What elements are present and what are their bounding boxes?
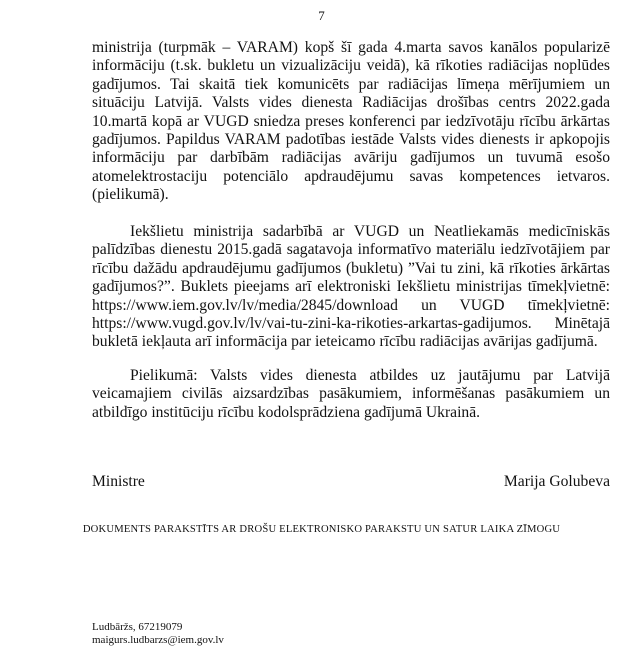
author-contact: Ludbāržs, 67219079 bbox=[92, 621, 183, 633]
body-paragraph-1 bbox=[92, 39, 610, 205]
body-paragraph-2 bbox=[92, 223, 610, 352]
author-email: maigurs.ludbarzs@iem.gov.lv bbox=[92, 634, 224, 646]
signatory-title: Ministre bbox=[92, 473, 145, 490]
page-number: 7 bbox=[318, 8, 325, 23]
signature-block bbox=[92, 473, 610, 491]
paragraph-text: Iekšlietu ministrija sadarbībā ar VUGD un Neatliekamās medicīniskās palīdzības dienestu 2015.gadā sagatavoja informatīvo materiālu iedzīvotājiem par rīcību dažādu apdraudējumu gadījumos (bukletu) ”Vai tu zini, kā rīkoties ārkārtas gadījumos?”. Buklets pieejams arī elektroniski Iekšlietu ministrijas tīmekļvietnē: https://www.iem.gov.lv/lv/media/2845/download un VUGD tīmekļvietnē: https://www.vugd.gov.lv/lv/vai-tu-zini-ka-rikoties-arkartas-gadijumos. Minētajā bukletā iekļauta arī informācija par ieteicamo rīcību radiācijas avārijas gadījumā. bbox=[92, 223, 610, 351]
paragraph-text: Pielikumā: Valsts vides dienesta atbildes uz jautājumu par Latvijā veicamajiem civilās aizsardzības pasākumiem, informēšanas pasākumiem un atbildīgo institūciju rīcību kodolsprādziena gadījumā Ukrainā. bbox=[92, 367, 610, 421]
paragraph-text: ministrija (turpmāk – VARAM) kopš šī gada 4.marta savos kanālos popularizē informāciju (t.sk. bukletu un vizualizāciju veidā), kā rīkoties radiācijas noplūdes gadījumos. Tai skaitā tiek komunicēts par radiācijas līmeņa mērījumiem un situāciju Latvijā. Valsts vides dienesta Radiācijas drošības centrs 2022.gada 10.martā kopā ar VUGD sniedza preses konferenci par iedzīvotāju rīcību ārkārtas gadījumos. Papildus VARAM padotības iestāde Valsts vides dienests ir apkopojis informāciju par darbībām radiācijas avāriju gadījumos un tuvumā esošo atomelektrostaciju potenciālo apdraudējumu savas kompetences ietvaros. (pielikumā). bbox=[92, 39, 610, 204]
signatory-name: Marija Golubeva bbox=[503, 473, 610, 490]
e-signature-stamp: DOKUMENTS PARAKSTĪTS AR DROŠU ELEKTRONISKO PARAKSTU UN SATUR LAIKA ZĪMOGU bbox=[82, 524, 561, 535]
attachment-note bbox=[92, 367, 610, 422]
